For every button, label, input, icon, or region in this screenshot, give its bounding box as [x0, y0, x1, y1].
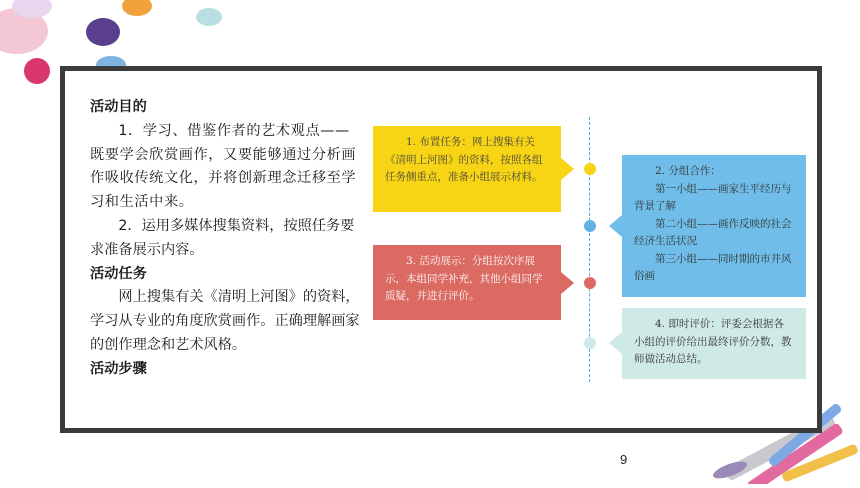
timeline-dot-2 — [584, 220, 596, 232]
step-2-title: 2. 分组合作： — [655, 165, 721, 177]
timeline-dot-4 — [584, 337, 596, 349]
step-box-4 — [622, 308, 806, 379]
step-box-1 — [373, 126, 561, 212]
timeline-dot-3 — [584, 277, 596, 289]
step-box-4-pointer — [609, 332, 622, 354]
paint-blob-magenta — [24, 58, 50, 84]
heading-activity-goal: 活动目的 — [90, 99, 147, 115]
paint-blob-purple — [86, 18, 120, 46]
step-box-1-pointer — [561, 158, 574, 180]
task-text: 网上搜集有关《清明上河图》的资料，学习从专业的角度欣赏画作。正确理解画家的创作理念和艺术风格。 — [90, 289, 360, 353]
step-3-text: 3. 活动展示：分组按次序展示，本组同学补充，其他小组同学质疑，并进行评价。 — [385, 255, 543, 302]
step-box-2-pointer — [609, 215, 622, 237]
heading-activity-steps: 活动步骤 — [90, 360, 147, 377]
decoration-paint-palette — [0, 0, 240, 70]
paint-blob-teal — [196, 8, 222, 26]
heading-activity-task: 活动任务 — [90, 265, 147, 282]
step-2-group-3: 第三小组——同时期的市井风俗画 — [634, 252, 792, 282]
step-2-group-2: 第二小组——画作反映的社会经济生活状况 — [634, 217, 792, 247]
step-2-group-1: 第一小组——画家生平经历与背景了解 — [634, 182, 792, 212]
step-box-3-pointer — [561, 272, 574, 294]
activity-description — [90, 96, 362, 382]
page-number: 9 — [620, 452, 628, 467]
step-1-text: 1. 布置任务：网上搜集有关《清明上河图》的资料，按照各组任务侧重点，准备小组展示材料。 — [385, 136, 543, 183]
goal-item-1: 1．学习、借鉴作者的艺术观点——既要学会欣赏画作，又要能够通过分析画作吸收传统文化，并将创新理念迁移至学习和生活中来。 — [90, 122, 357, 211]
step-box-3 — [373, 245, 561, 320]
goal-item-2: 2．运用多媒体搜集资料，按照任务要求准备展示内容。 — [90, 217, 355, 258]
timeline-dot-1 — [584, 163, 596, 175]
step-box-2 — [622, 155, 806, 297]
paint-blob-orange — [122, 0, 152, 16]
step-4-text: 4. 即时评价：评委会根据各小组的评价给出最终评价分数，教师做活动总结。 — [634, 318, 792, 365]
